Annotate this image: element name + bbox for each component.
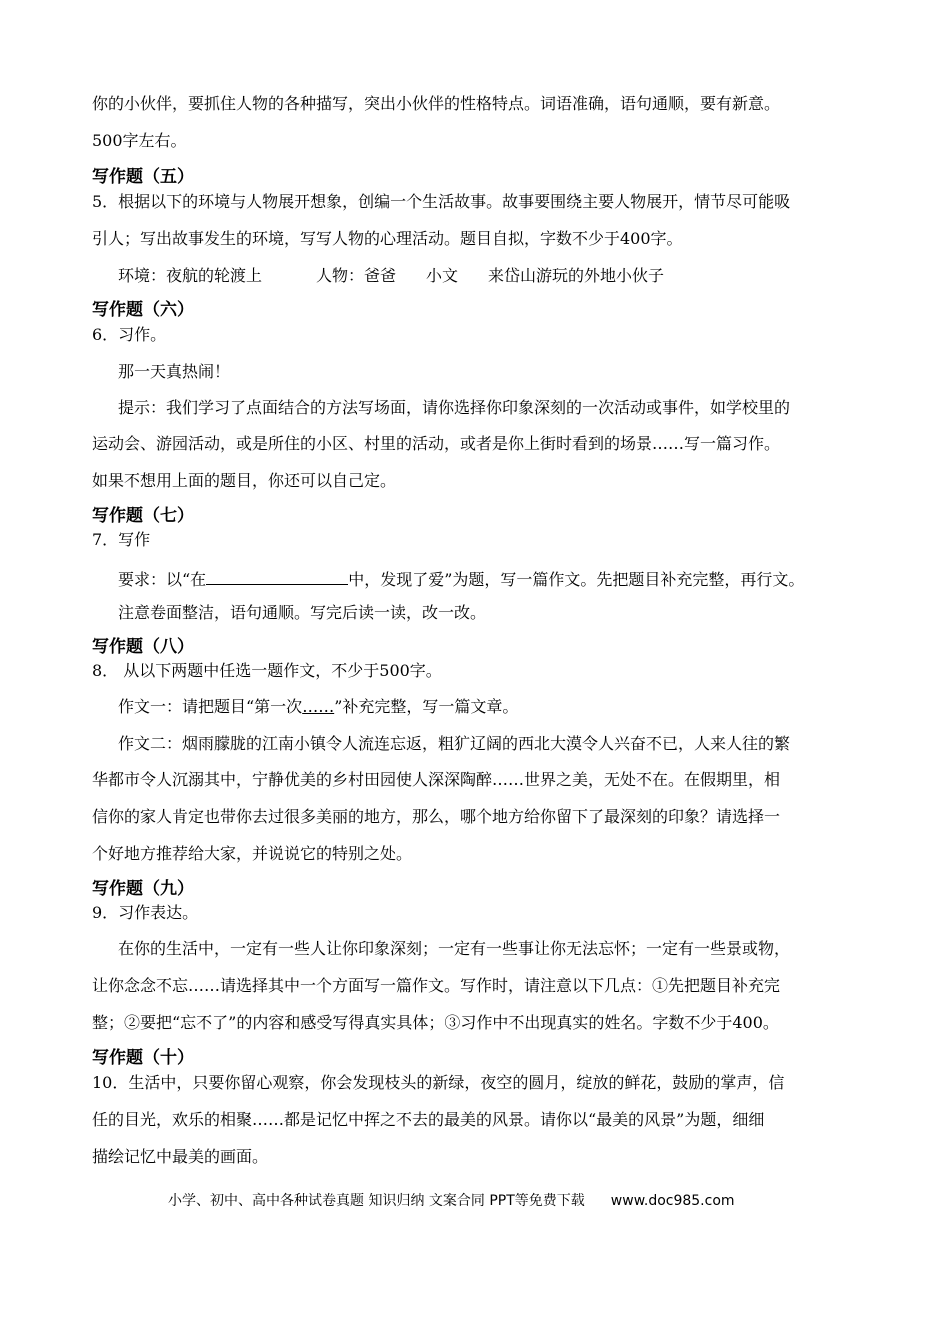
section-7-heading: 写作题（七） — [92, 506, 194, 526]
fill-in-blank — [206, 567, 348, 585]
environment-label: 环境：夜航的轮渡上 — [118, 266, 263, 285]
section-5-line-1: 5．根据以下的环境与人物展开想象，创编一个生活故事。故事要围绕主要人物展开，情节尽可能吸 — [92, 192, 791, 211]
section-9-line-3: 整；②要把“忘不了”的内容和感受写得真实具体；③习作中不出现真实的姓名。字数不少于400。 — [92, 1013, 779, 1032]
option-1-ellipsis: …… — [302, 697, 335, 716]
section-10-line-1: 10．生活中，只要你留心观察，你会发现枝头的新绿，夜空的圆月，绽放的鲜花，鼓励的掌声，信 — [92, 1073, 785, 1092]
section-9-line-1: 在你的生活中，一定有一些人让你印象深刻；一定有一些事让你无法忘怀；一定有一些景或物， — [118, 939, 791, 958]
page-footer — [168, 1192, 735, 1210]
section-9-line-2: 让你念念不忘……请选择其中一个方面写一篇作文。写作时，请注意以下几点：①先把题目补充完 — [92, 976, 781, 995]
option-1-suffix: ”补充完整，写一篇文章。 — [334, 697, 519, 716]
section-10-line-3: 描绘记忆中最美的画面。 — [92, 1147, 269, 1166]
section-5-heading: 写作题（五） — [92, 167, 194, 187]
section-7-question: 7．写作 — [92, 530, 151, 549]
section-9-heading: 写作题（九） — [92, 879, 194, 899]
intro-line-2: 500字左右。 — [92, 131, 187, 150]
section-9-question: 9．习作表达。 — [92, 903, 199, 922]
requirement-suffix: 中，发现了爱”为题，写一篇作文。先把题目补充完整，再行文。 — [348, 570, 805, 589]
section-8-question: 8． 从以下两题中任选一题作文，不少于500字。 — [92, 661, 442, 680]
section-6-line-3: 如果不想用上面的题目，你还可以自己定。 — [92, 471, 397, 490]
section-8-option-1 — [118, 697, 518, 717]
option-1-prefix: 作文一：请把题目“第一次 — [118, 697, 303, 716]
people-label: 人物：爸爸 — [316, 266, 397, 285]
section-6-question: 6．习作。 — [92, 325, 167, 344]
person-visitor: 来岱山游玩的外地小伙子 — [488, 266, 665, 285]
section-8-option-2-line-4: 个好地方推荐给大家，并说说它的特别之处。 — [92, 844, 413, 863]
section-8-option-2-line-2: 华都市令人沉溺其中，宁静优美的乡村田园使人深深陶醉……世界之美，无处不在。在假期里，相 — [92, 770, 781, 789]
section-8-option-2-line-3: 信你的家人肯定也带你去过很多美丽的地方，那么，哪个地方给你留下了最深刻的印象？请选择一 — [92, 807, 781, 826]
section-6-title: 那一天真热闹！ — [118, 362, 231, 381]
footer-url[interactable]: www.doc985.com — [610, 1193, 735, 1209]
requirement-prefix: 要求：以“在 — [118, 570, 207, 589]
section-10-heading: 写作题（十） — [92, 1048, 194, 1068]
person-xiaowen: 小文 — [426, 266, 459, 285]
section-6-line-2: 运动会、游园活动，或是所住的小区、村里的活动，或者是你上街时看到的场景……写一篇习作。 — [92, 434, 781, 453]
section-7-line-2: 注意卷面整洁，语句通顺。写完后读一读，改一改。 — [118, 603, 487, 622]
section-8-heading: 写作题（八） — [92, 637, 194, 657]
section-5-line-2: 引人；写出故事发生的环境，写写人物的心理活动。题目自拟，字数不少于400字。 — [92, 229, 683, 248]
section-8-option-2-line-1: 作文二：烟雨朦胧的江南小镇令人流连忘返，粗犷辽阔的西北大漠令人兴奋不已，人来人往的繁 — [118, 734, 791, 753]
section-7-line-1 — [118, 567, 804, 590]
section-6-line-1: 提示：我们学习了点面结合的方法写场面，请你选择你印象深刻的一次活动或事件，如学校里的 — [118, 398, 791, 417]
footer-text: 小学、初中、高中各种试卷真题 知识归纳 文案合同 PPT等免费下载 — [168, 1193, 585, 1209]
section-5-cast — [118, 266, 664, 286]
section-10-line-2: 任的目光，欢乐的相聚……都是记忆中挥之不去的最美的风景。请你以“最美的风景”为题，细细 — [92, 1110, 765, 1129]
intro-line-1: 你的小伙伴，要抓住人物的各种描写，突出小伙伴的性格特点。词语准确，语句通顺，要有新意。 — [92, 94, 781, 113]
section-6-heading: 写作题（六） — [92, 300, 194, 320]
